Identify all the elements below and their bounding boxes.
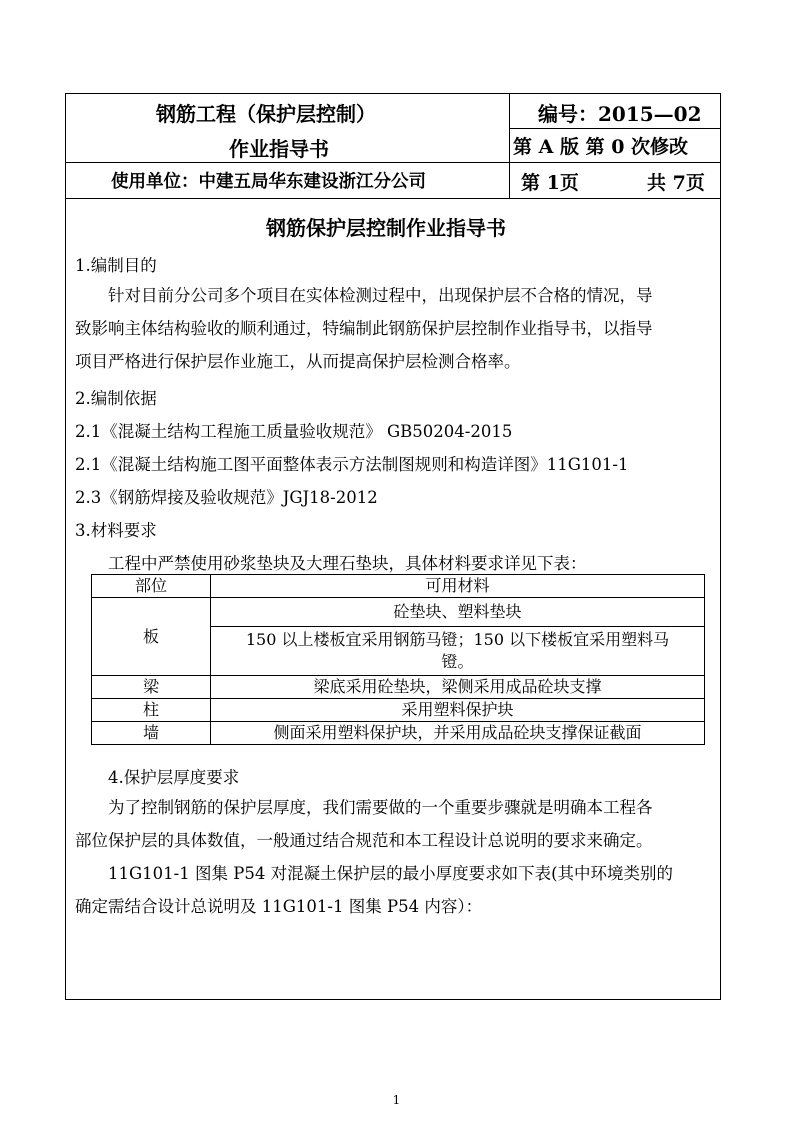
section-3-intro: 工程中严禁使用砂浆垫块及大理石垫块，具体材料要求详见下表： <box>108 554 587 573</box>
part-wall: 墙 <box>92 722 211 745</box>
header-divider-3 <box>66 198 720 199</box>
s1-line-3: 项目严格进行保护层作业施工，从而提高保护层检测合格率。 <box>75 352 521 371</box>
s1-line-1: 针对目前分公司多个项目在实体检测过程中，出现保护层不合格的情况，导 <box>108 286 653 305</box>
wall-material: 侧面采用塑料保护块，并采用成品砼块支撑保证截面 <box>211 722 705 745</box>
slab-material-2-line-1: 150 以上楼板宜采用钢筋马镫；150 以下楼板宜采用塑料马 <box>245 630 670 649</box>
s4-line-3: 11G101-1 图集 P54 对混凝土保护层的最小厚度要求如下表(其中环境类别的 <box>108 864 674 883</box>
part-slab: 板 <box>92 598 211 676</box>
page-total: 共 7页 <box>647 172 705 194</box>
using-unit: 使用单位：中建五局华东建设浙江分公司 <box>111 172 426 192</box>
title-line-1: 钢筋工程（保护层控制） <box>156 102 376 126</box>
section-1-heading: 1.编制目的 <box>75 256 157 275</box>
header-column-divider <box>509 94 510 198</box>
col-header-material: 可用材料 <box>211 575 705 598</box>
reference-item-1: 2.1《混凝土结构工程施工质量验收规范》 GB50204-2015 <box>75 422 513 441</box>
section-4-paragraph <box>75 791 720 923</box>
slab-material-2 <box>211 627 705 676</box>
part-column: 柱 <box>92 699 211 722</box>
materials-table <box>91 574 705 745</box>
s4-line-4: 确定需结合设计总说明及 11G101-1 图集 P54 内容）： <box>75 897 483 916</box>
beam-material: 梁底采用砼垫块，梁侧采用成品砼块支撑 <box>211 676 705 699</box>
version-info: 第 A 版 第 0 次修改 <box>513 136 689 158</box>
table-row <box>92 575 705 598</box>
section-1-paragraph <box>75 279 720 378</box>
s4-line-1: 为了控制钢筋的保护层厚度，我们需要做的一个重要步骤就是明确本工程各 <box>108 798 653 817</box>
column-material: 采用塑料保护块 <box>211 699 705 722</box>
section-4-heading: 4.保护层厚度要求 <box>108 768 240 787</box>
slab-material-2-line-2: 镫。 <box>441 652 474 671</box>
document-frame <box>65 93 721 1000</box>
reference-item-3: 2.3《钢筋焊接及验收规范》JGJ18-2012 <box>75 488 378 507</box>
s1-line-2: 致影响主体结构验收的顺利通过，特编制此钢筋保护层控制作业指导书，以指导 <box>75 319 653 338</box>
part-beam: 梁 <box>92 676 211 699</box>
slab-material-1: 砼垫块、塑料垫块 <box>211 598 705 627</box>
section-2-heading: 2.编制依据 <box>75 389 157 408</box>
table-row <box>92 722 705 745</box>
table-row <box>92 676 705 699</box>
col-header-part: 部位 <box>92 575 211 598</box>
table-row <box>92 699 705 722</box>
title-line-2: 作业指导书 <box>229 137 329 161</box>
header-divider-2 <box>66 162 720 163</box>
s4-line-2: 部位保护层的具体数值，一般通过结合规范和本工程设计总说明的要求来确定。 <box>75 831 653 850</box>
main-title: 钢筋保护层控制作业指导书 <box>266 216 506 240</box>
reference-item-2: 2.1《混凝土结构施工图平面整体表示方法制图规则和构造详图》11G101-1 <box>75 455 629 474</box>
table-row <box>92 598 705 627</box>
section-3-heading: 3.材料要求 <box>75 521 157 540</box>
header-divider-1 <box>510 128 720 129</box>
page-current: 第 1页 <box>521 172 579 194</box>
doc-number: 编号：2015—02 <box>538 102 702 126</box>
page-number: 1 <box>392 1093 401 1107</box>
